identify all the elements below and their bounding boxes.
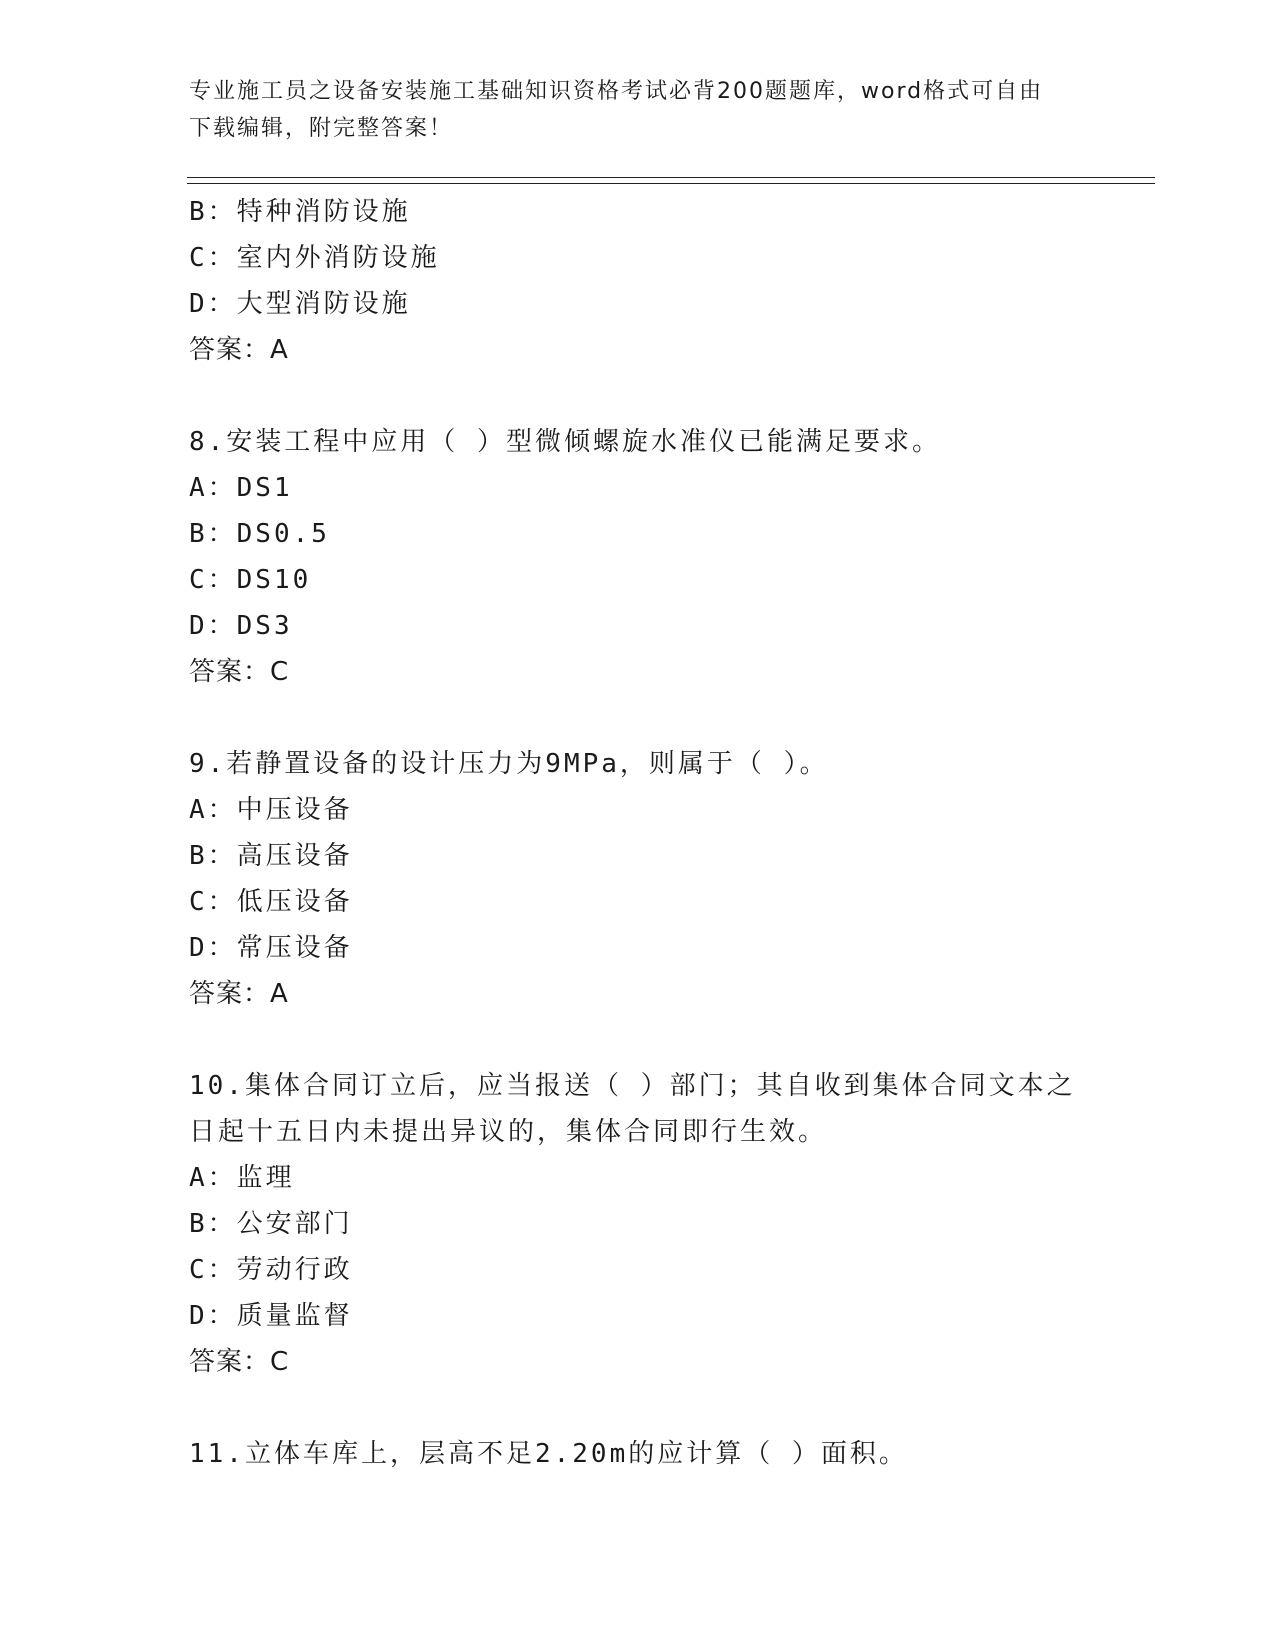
question-stem: 8.安装工程中应用（ ）型微倾螺旋水准仪已能满足要求。 [189, 427, 941, 457]
option-d: D：质量监督 [189, 1301, 353, 1331]
header-line-1: 专业施工员之设备安装施工基础知识资格考试必背200题题库，word格式可自由 [189, 79, 1044, 104]
option-c: C：劳动行政 [189, 1255, 353, 1285]
option-b: B：DS0.5 [189, 519, 330, 549]
question-8 [189, 419, 1109, 695]
answer-line: 答案：C [189, 1347, 290, 1377]
option-c: C：低压设备 [189, 887, 353, 917]
question-stem: 11.立体车库上，层高不足2.20m的应计算（ ）面积。 [189, 1439, 908, 1469]
option-d: D：DS3 [189, 611, 293, 641]
option-c: C：DS10 [189, 565, 312, 595]
answer-line: 答案：A [189, 979, 289, 1009]
header-line-2: 下载编辑，附完整答案！ [189, 116, 454, 141]
option-a: A：DS1 [189, 473, 293, 503]
answer-line: 答案：A [189, 335, 289, 365]
question-10 [189, 1063, 1109, 1385]
question-content [189, 189, 1109, 1477]
spacer [189, 1017, 1109, 1063]
option-d: D：常压设备 [189, 933, 353, 963]
question-9 [189, 741, 1109, 1017]
spacer [189, 695, 1109, 741]
question-stem: 9.若静置设备的设计压力为9MPa，则属于（ ）。 [189, 749, 829, 779]
header-rule-bottom [187, 183, 1155, 184]
option-c: C：室内外消防设施 [189, 243, 440, 273]
spacer [189, 373, 1109, 419]
question-stem-line-2: 日起十五日内未提出异议的，集体合同即行生效。 [189, 1117, 828, 1147]
option-b: B：公安部门 [189, 1209, 353, 1239]
option-a: A：中压设备 [189, 795, 353, 825]
option-a: A：监理 [189, 1163, 295, 1193]
question-7-partial [189, 189, 1109, 373]
option-b: B：高压设备 [189, 841, 353, 871]
spacer [189, 1385, 1109, 1431]
option-b: B：特种消防设施 [189, 197, 411, 227]
question-11 [189, 1431, 1109, 1477]
document-header [189, 73, 1089, 147]
question-stem-line-1: 10.集体合同订立后，应当报送（ ）部门；其自收到集体合同文本之 [189, 1071, 1076, 1101]
answer-line: 答案：C [189, 657, 290, 687]
option-d: D：大型消防设施 [189, 289, 411, 319]
header-rule-top [187, 177, 1155, 178]
